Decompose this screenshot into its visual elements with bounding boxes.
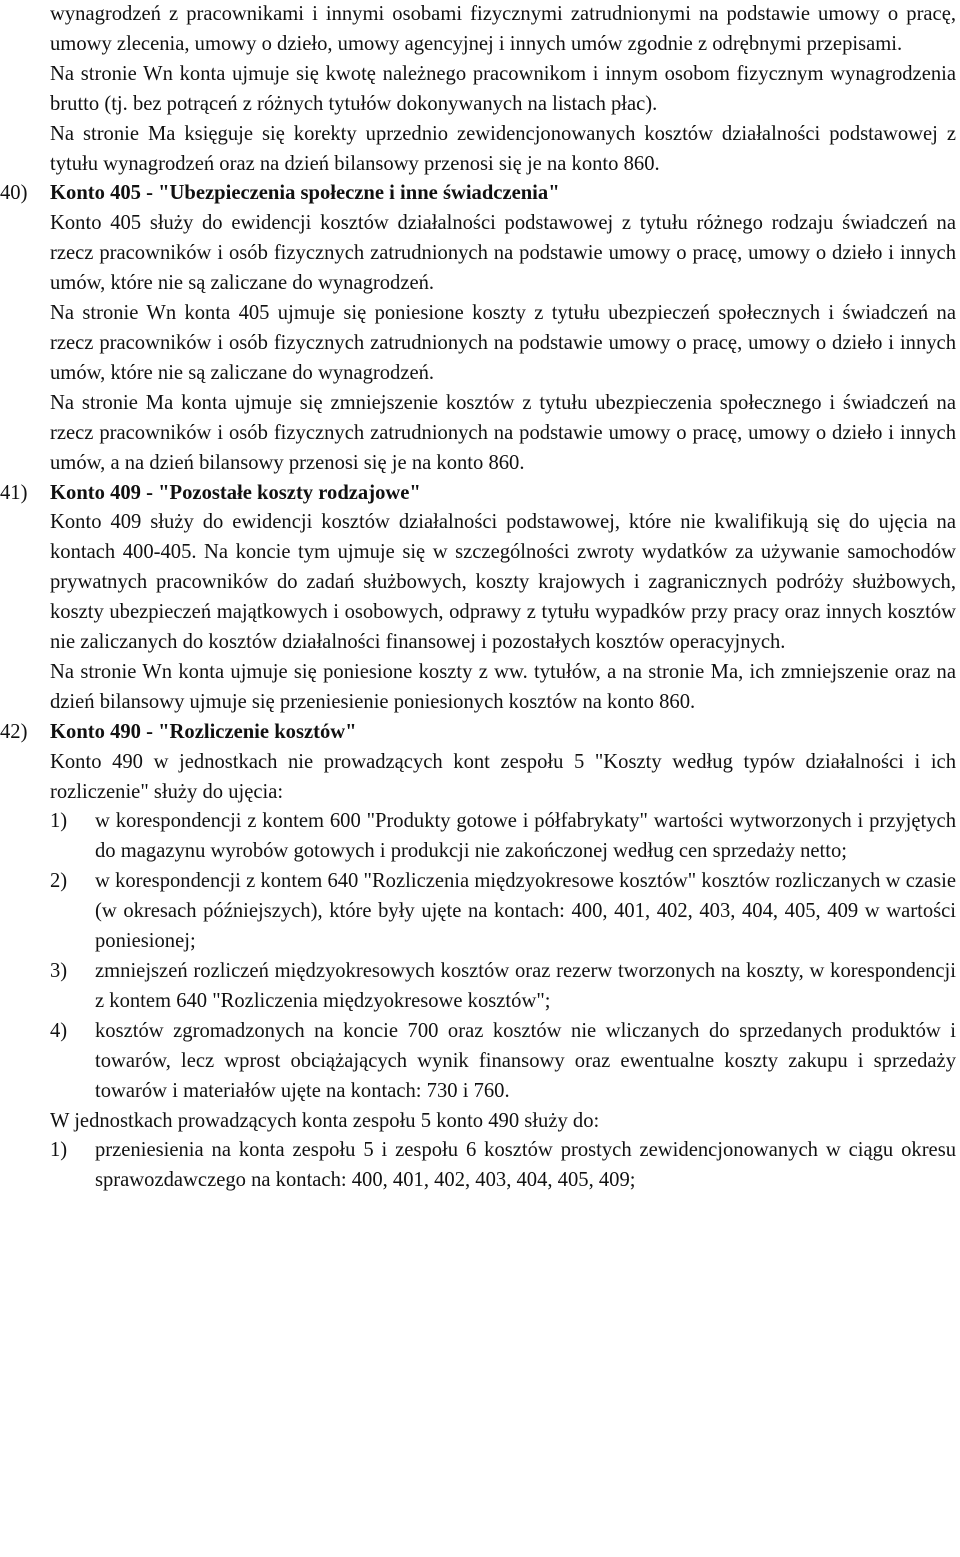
paragraph: Na stronie Wn konta ujmuje się kwotę należnego pracownikom i innym osobom fizycznym wynagrodzenia brutto (tj. bez potrąceń z różnych tytułów dokonywanych na listach płac). (50, 62, 956, 115)
list-item (50, 1136, 956, 1196)
list-item-text: kosztów zgromadzonych na koncie 700 oraz kosztów nie wliczanych do sprzedanych produktów i towarów, lecz wprost obciążających wynik finansowy oraz ewentualne koszty zakupu i sprzedaży towarów i materiałów ujęte na kontach: 730 i 760. (95, 1019, 956, 1102)
section-number: 41) (0, 481, 28, 504)
list-item-text: przeniesienia na konta zespołu 5 i zespołu 6 kosztów prostych zewidencjonowanych w ciągu okresu sprawozdawczego na kontach: 400, 401, 402, 403, 404, 405, 409; (95, 1139, 956, 1192)
paragraph: Konto 405 służy do ewidencji kosztów działalności podstawowej z tytułu różnego rodzaju świadczeń na rzecz pracowników i osób fizycznych zatrudnionych na podstawie umowy o pracę, umowy o dzieło i innych umów, które nie są zaliczane do wynagrodzeń. (50, 212, 956, 295)
paragraph: Na stronie Wn konta ujmuje się poniesione koszty z ww. tytułów, a na stronie Ma, ich zmniejszenie oraz na dzień bilansowy ujmuje się przeniesienie poniesionych kosztów na konto 860. (50, 660, 956, 713)
list-item-number: 4) (50, 1019, 68, 1042)
list-item (50, 957, 956, 1017)
list-item (50, 807, 956, 867)
list-item-number: 1) (50, 1139, 68, 1162)
section-42 (0, 718, 956, 1197)
paragraph: W jednostkach prowadzących konta zespołu 5 konto 490 służy do: (50, 1109, 600, 1132)
paragraph: Konto 409 służy do ewidencji kosztów działalności podstawowej, które nie kwalifikują się do ujęcia na kontach 400-405. Na koncie tym ujmuje się w szczególności zwroty wydatków za używanie samochodów prywatnych pracowników do zadań służbowych, koszty krajowych i zagranicznych podróży służbowych, koszty ubezpieczeń majątkowych i osobowych, odprawy z tytułu wypadków przy pracy oraz innych kosztów nie zaliczanych do kosztów działalności finansowej i pozostałych kosztów operacyjnych. (50, 511, 956, 654)
list-item-text: zmniejszeń rozliczeń międzyokresowych kosztów oraz rezerw tworzonych na koszty, w korespondencji z kontem 640 "Rozliczenia międzyokresowe kosztów"; (95, 960, 956, 1012)
intro-block (50, 0, 956, 179)
paragraph: Konto 490 w jednostkach nie prowadzących kont zespołu 5 "Koszty według typów działalności i ich rozliczenie" służy do ujęcia: (50, 750, 956, 803)
list-item-text: w korespondencji z kontem 600 "Produkty gotowe i półfabrykaty" wartości wytworzonych i przyjętych do magazynu wyrobów gotowych i produkcji nie zakończonej według cen sprzedaży netto; (95, 810, 956, 863)
section-heading (0, 479, 956, 509)
list-item-text: w korespondencji z kontem 640 "Rozliczenia międzyokresowe kosztów" kosztów rozliczanych w czasie (w okresach późniejszych), które były ujęte na kontach: 400, 401, 402, 403, 404, 405, 409 w wartości poniesionej; (95, 870, 956, 953)
list-item-number: 3) (50, 960, 68, 982)
section-title: Konto 405 - "Ubezpieczenia społeczne i inne świadczenia" (50, 182, 560, 205)
section-heading (0, 179, 956, 209)
section-title: Konto 409 - "Pozostałe koszty rodzajowe" (50, 481, 421, 504)
paragraph: wynagrodzeń z pracownikami i innymi osobami fizycznymi zatrudnionymi na podstawie umowy o pracę, umowy zlecenia, umowy o dzieło, umowy agencyjnej i innych umów zgodnie z odrębnymi przepisami. (50, 3, 956, 55)
paragraph: Na stronie Ma księguje się korekty uprzednio zewidencjonowanych kosztów działalności podstawowej z tytułu wynagrodzeń oraz na dzień bilansowy przenosi się je na konto 860. (50, 122, 956, 175)
section-number: 42) (0, 720, 28, 743)
paragraph: Na stronie Wn konta 405 ujmuje się poniesione koszty z tytułu ubezpieczeń społecznych i świadczeń na rzecz pracowników i osób fizycznych zatrudnionych na podstawie umowy o pracę, umowy o dzieło i innych umów, które nie są zaliczane do wynagrodzeń. (50, 302, 956, 384)
section-number: 40) (0, 182, 28, 205)
section-41 (0, 479, 956, 718)
list-item (50, 1017, 956, 1107)
list-item (50, 867, 956, 957)
paragraph: Na stronie Ma konta ujmuje się zmniejszenie kosztów z tytułu ubezpieczenia społecznego i świadczeń na rzecz pracowników i osób fizycznych zatrudnionych na podstawie umowy o pracę, umowy o dzieło i innych umów, a na dzień bilansowy przenosi się je na konto 860. (50, 391, 956, 474)
list-item-number: 1) (50, 810, 68, 833)
section-title: Konto 490 - "Rozliczenie kosztów" (50, 720, 357, 743)
list-item-number: 2) (50, 870, 68, 893)
section-heading (0, 718, 956, 748)
section-40 (0, 179, 956, 478)
